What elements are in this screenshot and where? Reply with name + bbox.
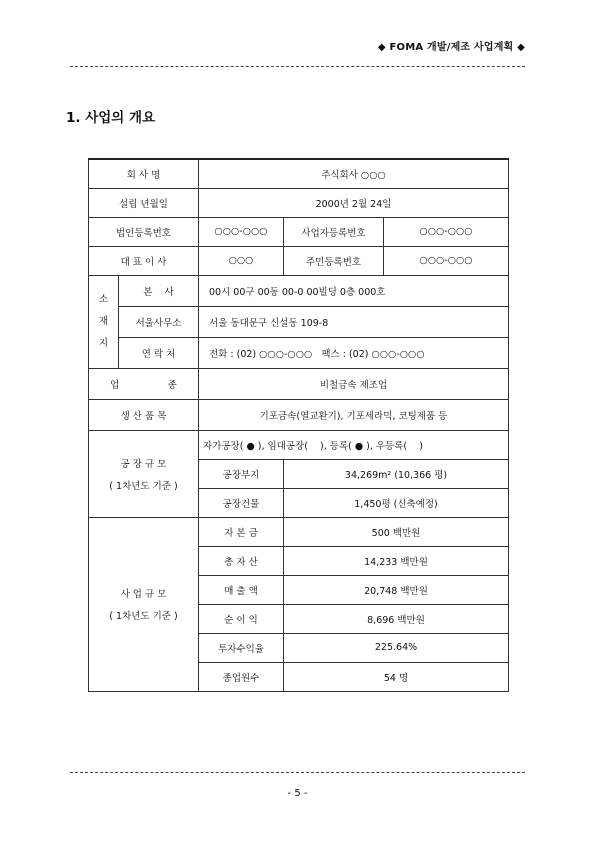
table-row xyxy=(89,246,509,275)
table-row xyxy=(89,399,509,430)
net-label: 순 이 익 xyxy=(199,604,284,633)
roi-value: 225.64% xyxy=(284,633,509,662)
founded-label: 설립 년월일 xyxy=(89,188,199,217)
page-number: - 5 - xyxy=(287,788,308,799)
scale-label xyxy=(89,517,199,691)
employees-value: 54 명 xyxy=(284,662,509,691)
capital-label: 자 본 금 xyxy=(199,517,284,546)
company-label: 회 사 명 xyxy=(89,159,199,188)
table-row xyxy=(89,159,509,188)
table-row xyxy=(89,430,509,459)
site-label: 공장부지 xyxy=(199,459,284,488)
location-label xyxy=(89,275,119,368)
diamond-icon-left: ◆ xyxy=(377,42,386,53)
capital-value: 500 백만원 xyxy=(284,517,509,546)
resident-value: ○○○-○○○ xyxy=(384,246,509,275)
industry-label: 업 종 xyxy=(89,368,199,399)
founded-value: 2000년 2월 24일 xyxy=(199,188,509,217)
company-overview-table xyxy=(88,158,509,692)
net-value: 8,696 백만원 xyxy=(284,604,509,633)
table-row xyxy=(89,337,509,368)
assets-label: 총 자 산 xyxy=(199,546,284,575)
employees-label: 종업원수 xyxy=(199,662,284,691)
section-title: 1. 사업의 개요 xyxy=(66,110,156,126)
ceo-label: 대 표 이 사 xyxy=(89,246,199,275)
table-row xyxy=(89,188,509,217)
resident-label: 주민등록번호 xyxy=(284,246,384,275)
hq-value: 00시 00구 00동 00-0 00빌딩 0층 000호 xyxy=(199,275,509,306)
table-row xyxy=(89,306,509,337)
seoul-office-label: 서울사무소 xyxy=(119,306,199,337)
corp-reg-label: 법인등록번호 xyxy=(89,217,199,246)
table-row xyxy=(89,217,509,246)
factory-label xyxy=(89,430,199,517)
contact-label: 연 락 처 xyxy=(119,337,199,368)
location-label-char: 재 xyxy=(98,315,109,327)
seoul-office-value: 서울 동대문구 신설동 109-8 xyxy=(199,306,509,337)
table-row xyxy=(89,368,509,399)
table-row xyxy=(89,517,509,546)
corp-reg-value: ○○○-○○○ xyxy=(199,217,284,246)
header-title: FOMA 개발/제조 사업계획 xyxy=(389,42,514,53)
company-value: 주식회사 ○○○ xyxy=(199,159,509,188)
ceo-value: ○○○ xyxy=(199,246,284,275)
products-value: 기포금속(열교환기), 기포세라믹, 코팅제품 등 xyxy=(199,399,509,430)
sales-value: 20,748 백만원 xyxy=(284,575,509,604)
building-label: 공장건물 xyxy=(199,488,284,517)
header-divider xyxy=(70,66,525,67)
location-label-char: 지 xyxy=(98,337,109,349)
page-header xyxy=(378,38,525,53)
site-value: 34,269m² (10,366 평) xyxy=(284,459,509,488)
location-label-char: 소 xyxy=(98,293,109,305)
factory-type: 자가공장( ● ), 임대공장( ), 등록( ● ), 우등록( ) xyxy=(199,430,509,459)
contact-value: 전화 : (02) ○○○-○○○ 팩스 : (02) ○○○-○○○ xyxy=(199,337,509,368)
footer-divider xyxy=(70,772,525,773)
products-label: 생 산 품 목 xyxy=(89,399,199,430)
hq-label: 본 사 xyxy=(119,275,199,306)
scale-label-title: 사 업 규 모 xyxy=(120,589,167,600)
industry-value: 비철금속 제조업 xyxy=(199,368,509,399)
roi-label: 투자수익율 xyxy=(199,633,284,662)
sales-label: 매 출 액 xyxy=(199,575,284,604)
scale-label-sub: ( 1차년도 기준 ) xyxy=(109,611,178,622)
building-value: 1,450평 (신축예정) xyxy=(284,488,509,517)
biz-reg-value: ○○○-○○○ xyxy=(384,217,509,246)
biz-reg-label: 사업자등록번호 xyxy=(284,217,384,246)
diamond-icon-right: ◆ xyxy=(517,42,525,53)
assets-value: 14,233 백만원 xyxy=(284,546,509,575)
factory-label-sub: ( 1차년도 기준 ) xyxy=(109,480,178,492)
factory-label-title: 공 장 규 모 xyxy=(120,458,167,470)
table-row xyxy=(89,275,509,306)
